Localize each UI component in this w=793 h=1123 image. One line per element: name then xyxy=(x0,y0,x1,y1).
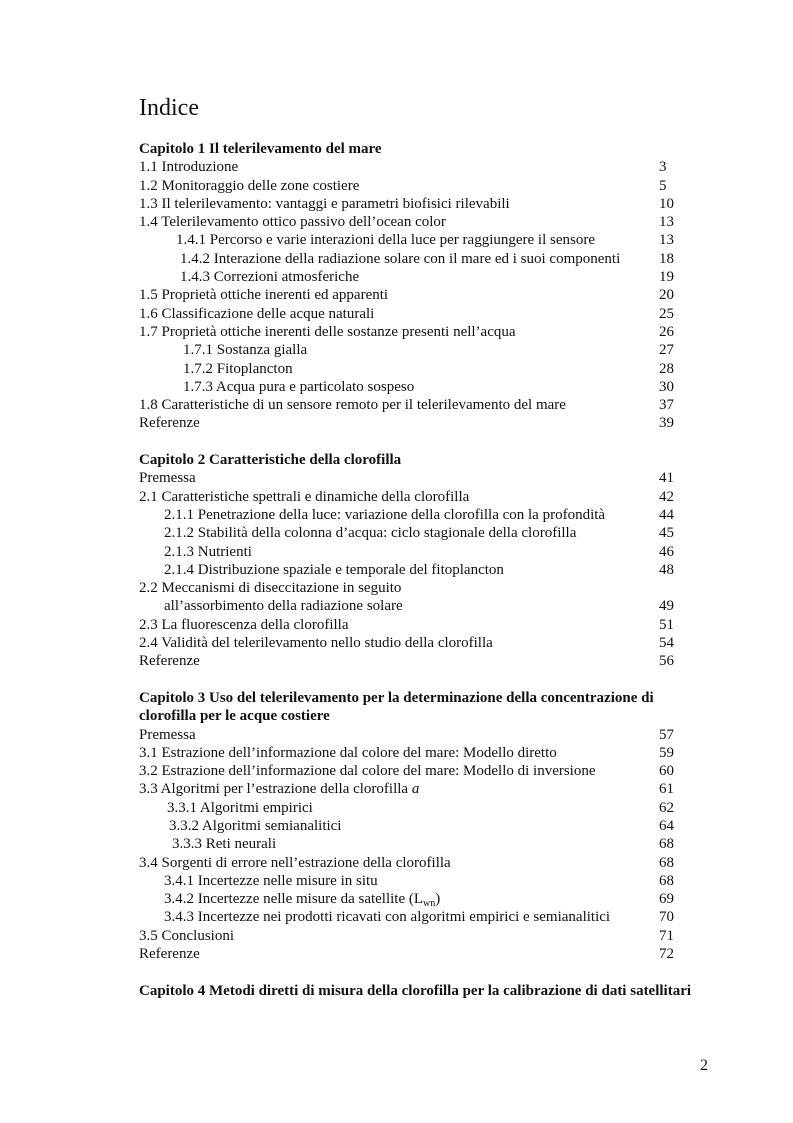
toc-entry: 3.1 Estrazione dell’informazione dal colore del mare: Modello diretto 59 xyxy=(139,744,674,761)
toc-entry: 2.4 Validità del telerilevamento nello studio della clorofilla 54 xyxy=(139,635,674,652)
toc-entry: 3.3.3 Reti neurali 68 xyxy=(172,836,674,853)
toc-entry: 1.6 Classificazione delle acque naturali 25 xyxy=(139,305,674,322)
page-number: 2 xyxy=(700,1057,708,1074)
chapter-heading: Capitolo 1 Il telerilevamento del mare xyxy=(139,141,382,157)
toc-entry: 3.3.2 Algoritmi semianalitici 64 xyxy=(169,817,674,834)
toc-entry: 3.2 Estrazione dell’informazione dal colore del mare: Modello di inversione 60 xyxy=(139,763,674,780)
toc-entry: 2.3 La fluorescenza della clorofilla 51 xyxy=(139,616,674,633)
toc-entry: Referenze 39 xyxy=(139,415,674,432)
toc-entry: 3.4.2 Incertezze nelle misure da satellite $(L_{wn})$ 69 xyxy=(164,891,674,910)
toc-entry: Referenze 72 xyxy=(139,946,674,963)
toc-entry: 1.4 Telerilevamento ottico passivo dell’ocean color 13 xyxy=(139,214,674,231)
toc-entry: 2.1.4 Distribuzione spaziale e temporale del fitoplancton 48 xyxy=(164,561,674,578)
toc-entry: 2.1.3 Nutrienti 46 xyxy=(164,543,674,560)
toc-entry: 1.5 Proprietà ottiche inerenti ed apparenti 20 xyxy=(139,287,674,304)
page-title: Indice xyxy=(139,95,199,121)
toc-entry: all’assorbimento della radiazione solare 49 xyxy=(164,598,674,615)
chapter-heading: Capitolo 3 Uso del telerilevamento per la determinazione della concentrazione di clorofilla per le acque costiere xyxy=(139,689,654,725)
toc-entry: 1.7 Proprietà ottiche inerenti delle sostanze presenti nell’acqua 26 xyxy=(139,323,674,340)
toc-entry: 2.2 Meccanismi di diseccitazione in seguito xyxy=(139,580,402,597)
toc-entry: 1.4.3 Correzioni atmosferiche 19 xyxy=(180,269,674,286)
toc-entry: Referenze 56 xyxy=(139,653,674,670)
toc-entry: 3.5 Conclusioni 71 xyxy=(139,927,674,944)
table-of-contents xyxy=(139,140,699,1000)
toc-entry: 3.4.3 Incertezze nei prodotti ricavati con algoritmi empirici e semianalitici 70 xyxy=(164,909,674,926)
toc-entry: 3.3 Algoritmi per l’estrazione della clorofilla a 61 xyxy=(139,781,674,798)
toc-entry: 3.4.1 Incertezze nelle misure in situ 68 xyxy=(164,872,674,889)
toc-entry: 1.4.1 Percorso e varie interazioni della luce per raggiungere il sensore 13 xyxy=(176,232,674,249)
toc-entry: 1.2 Monitoraggio delle zone costiere 5 xyxy=(139,177,667,194)
chapter-heading: Capitolo 2 Caratteristiche della clorofilla xyxy=(139,452,402,469)
toc-entry: 2.1 Caratteristiche spettrali e dinamiche della clorofilla 42 xyxy=(139,488,674,505)
toc-entry: Premessa 57 xyxy=(139,726,674,743)
toc-entry: Premessa 41 xyxy=(139,470,674,487)
toc-entry: 1.1 Introduzione 3 xyxy=(139,159,667,176)
toc-entry: 3.3.1 Algoritmi empirici 62 xyxy=(167,799,674,816)
toc-entry: 1.7.1 Sostanza gialla 27 xyxy=(183,342,674,359)
toc-entry: 1.7.2 Fitoplancton 28 xyxy=(183,360,674,377)
toc-entry: 1.4.2 Interazione della radiazione solare con il mare ed i suoi componenti 18 xyxy=(180,250,674,267)
toc-entry: 1.8 Caratteristiche di un sensore remoto per il telerilevamento del mare 37 xyxy=(139,397,674,414)
toc-entry: 1.3 Il telerilevamento: vantaggi e parametri biofisici rilevabili 10 xyxy=(139,195,674,212)
toc-entry: 1.7.3 Acqua pura e particolato sospeso 30 xyxy=(183,378,674,395)
toc-entry: 2.1.2 Stabilità della colonna d’acqua: ciclo stagionale della clorofilla 45 xyxy=(164,525,674,542)
toc-entry: 3.4 Sorgenti di errore nell’estrazione della clorofilla 68 xyxy=(139,854,674,871)
chapter-heading: Capitolo 4 Metodi diretti di misura della clorofilla per la calibrazione di dati satellitari xyxy=(139,982,692,999)
toc-entry: 2.1.1 Penetrazione della luce: variazione della clorofilla con la profondità 44 xyxy=(164,506,674,523)
